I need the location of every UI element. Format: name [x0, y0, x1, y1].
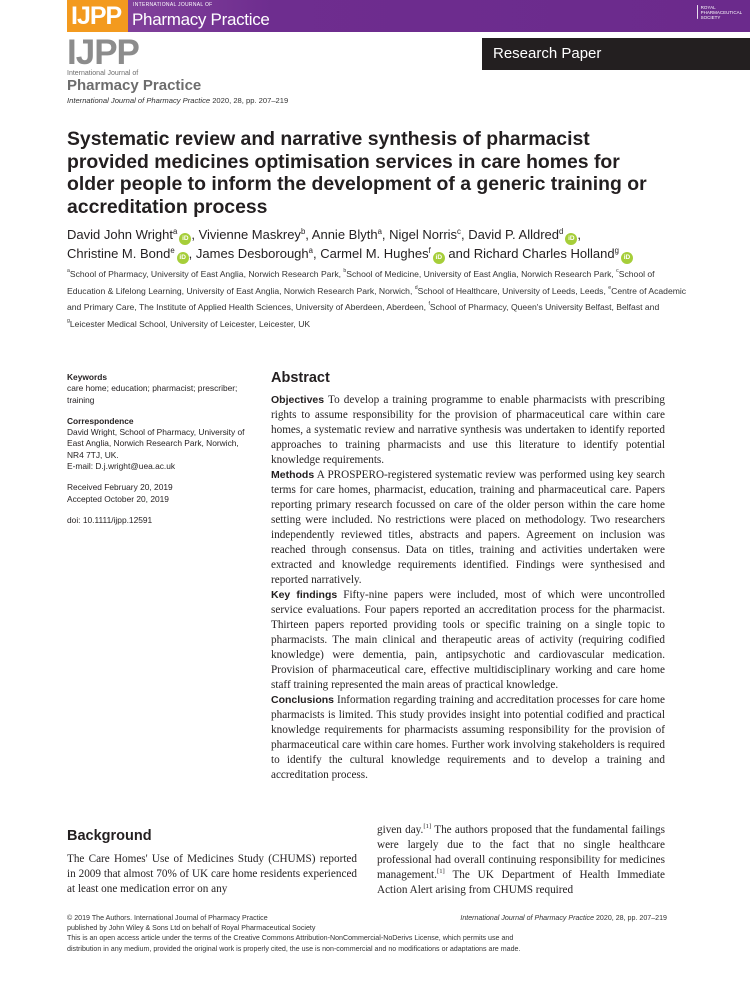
author: [320, 246, 473, 261]
affiliation-marker: e: [608, 284, 612, 291]
banner-logo-block: [67, 0, 128, 32]
email[interactable]: E-mail: D.j.wright@uea.ac.uk: [67, 461, 176, 472]
author: [389, 227, 468, 242]
author-name: Annie Blyth: [311, 227, 378, 242]
abstract-heading: Abstract: [271, 370, 330, 386]
abstract-section-text: Fifty-nine papers were included, most of which were uncontrolled service evaluations. Four papers reported an accreditation process for the pharmacist. Thirteen papers reported providing tools or specific training on a single topic to pharmacists. The main clinical and therapeutic areas of activity (requiring codified knowledge) were dementia, pain, antipsychotic and cardiovascular medication. Provision of pharmaceutical care, effective multidisciplinary working and care home staff training represented the main areas of practical knowledge.: [271, 589, 665, 691]
abstract-section: [271, 468, 665, 588]
section-label: Research Paper: [482, 38, 750, 70]
affiliation-marker: e: [170, 246, 175, 255]
abstract-section-text: To develop a training programme to enable pharmacists with prescribing rights to assume responsibility for the provision of pharmaceutical care within care homes, a systematic review and narrative synthesis was undertaken to identify reported approaches to training pharmacists and use this literature to identify potential knowledge requirements.: [271, 394, 665, 466]
abstract-section-text: Information regarding training and accreditation processes for care home pharmacists is limited. This study provides insight into potential codified and practical knowledge requirements for pharmacists assuming responsibility for the provision of pharmaceutical care within care homes. Further work involving stakeholders is required to identify the cultural knowledge requirements and to develop a training and accreditation process.: [271, 694, 665, 781]
accepted-date: Accepted October 20, 2019: [67, 493, 169, 504]
orcid-icon[interactable]: iD: [621, 252, 633, 264]
background-paragraph: The Care Homes' Use of Medicines Study (CHUMS) reported in 2009 that almost 70% of UK care home residents experienced at least one medication error on any: [67, 853, 357, 895]
background-left-column: [67, 828, 357, 897]
affiliation: School of Pharmacy, Queen's University Belfast, Belfast and: [429, 302, 660, 313]
affiliation-marker: f: [428, 301, 430, 308]
keywords: care home; education; pharmacist; prescriber; training: [67, 383, 238, 405]
banner-logo: IJPP: [71, 2, 122, 30]
author-name: Vivienne Maskrey: [198, 227, 301, 242]
orcid-icon[interactable]: iD: [177, 252, 189, 264]
separator: ,: [312, 246, 321, 261]
text: The authors proposed that the fundamental failings were largely due to the fact that no single healthcare professional had overall continuing responsibility for medicines management.: [377, 824, 666, 881]
author-list: [67, 226, 687, 264]
separator: and: [444, 246, 474, 261]
footer-journal: International Journal of Pharmacy Practice: [460, 914, 595, 922]
abstract-section: [271, 588, 665, 693]
separator: ,: [188, 246, 196, 261]
affiliation-marker: a: [67, 268, 70, 274]
abstract-section-label: Methods: [271, 469, 315, 481]
journal-banner: [67, 0, 750, 32]
affiliation: School of Pharmacy, University of East Anglia, Norwich Research Park,: [69, 269, 344, 279]
citation-journal: International Journal of Pharmacy Practice: [67, 96, 211, 105]
affiliation-marker: c: [457, 227, 461, 236]
license-line: distribution in any medium, provided the original work is properly cited, the use is non-commercial and no modifications or adaptations are made.: [67, 944, 521, 953]
affiliation: School of Education & Lifelong Learning, University of East Anglia, Norwich Research Park, Norwich,: [67, 269, 655, 296]
separator: ,: [381, 227, 390, 242]
affiliation: Centre of Academic and Primary Care, The Institute of Applied Health Sciences, University of Aberdeen, Aberdeen,: [67, 285, 687, 313]
reference-link[interactable]: [1]: [436, 868, 445, 875]
keywords-label: Keywords: [67, 372, 108, 382]
affiliation-marker: a: [308, 246, 313, 255]
background-heading: Background: [67, 828, 152, 844]
author-name: Richard Charles Holland: [473, 246, 615, 261]
affiliations: [67, 266, 687, 333]
author: [67, 246, 196, 261]
author-name: Nigel Norris: [389, 227, 458, 242]
banner-small-text: INTERNATIONAL JOURNAL OF: [133, 2, 213, 8]
author-name: Christine M. Bond: [67, 246, 171, 261]
affiliation-marker: g: [614, 246, 619, 255]
orcid-icon[interactable]: iD: [565, 233, 577, 245]
affiliation-marker: c: [616, 268, 619, 274]
abstract-section: [271, 693, 665, 783]
footer-citation: [460, 913, 667, 923]
journal-logo: IJPP: [67, 33, 139, 72]
separator: ,: [191, 227, 199, 242]
affiliation-marker: g: [67, 318, 70, 325]
correspondence: David Wright, School of Pharmacy, University of East Anglia, Norwich Research Park, Norwich, NR4 7TJ, UK.: [67, 427, 245, 460]
separator: ,: [305, 227, 312, 242]
background-right-column: [377, 823, 665, 898]
author: [468, 227, 581, 242]
citation: [67, 96, 288, 106]
affiliation-marker: a: [377, 227, 382, 236]
abstract-section-text: A PROSPERO-registered systematic review was performed using key search terms for care homes, pharmacist, education, training and pharmaceutical care. Papers reporting primary research focussed on care of the older person within the care home setting were included. No restrictions were placed on methodology. Two researchers independently reviewed titles, abstracts and papers. Agreement on inclusion was reached through consensus. Data on titles, training and activities undertaken were extracted and knowledge requirements identified. Findings were synthesised and reported narratively.: [271, 469, 665, 586]
text: The UK Department of Health Immediate Action Alert arising from CHUMS required: [377, 869, 665, 896]
affiliation: Leicester Medical School, University of Leicester, Leicester, UK: [69, 319, 311, 330]
citation-details: 2020, 28, pp. 207–219: [210, 96, 289, 105]
author-name: James Desborough: [195, 246, 309, 261]
author-name: Carmel M. Hughes: [320, 246, 429, 261]
publisher: published by John Wiley & Sons Ltd on behalf of Royal Pharmaceutical Society: [67, 924, 316, 933]
text: given day.: [377, 824, 424, 836]
license-line: This is an open access article under the terms of the Creative Commons Attribution-NonCommercial-NoDerivs License, which permits use and: [67, 934, 514, 943]
author-name: David P. Alldred: [468, 227, 560, 242]
page-footer: [67, 913, 667, 954]
affiliation: School of Medicine, University of East Anglia, Norwich Research Park,: [346, 269, 617, 279]
author: [67, 227, 199, 242]
journal-logo-subtitle: International Journal of: [67, 70, 139, 77]
author: [196, 246, 320, 261]
author: [199, 227, 312, 242]
banner-title: Pharmacy Practice: [132, 10, 270, 29]
correspondence-label: Correspondence: [67, 415, 134, 426]
abstract: [271, 370, 665, 783]
separator: ,: [577, 227, 581, 242]
journal-logo-name: Pharmacy Practice: [67, 77, 202, 94]
affiliation-marker: b: [343, 268, 347, 274]
footer-details: 2020, 28, pp. 207–219: [594, 914, 667, 922]
affiliation-marker: f: [428, 246, 431, 255]
abstract-section-label: Conclusions: [271, 694, 335, 706]
copyright: © 2019 The Authors. International Journal of Pharmacy Practice: [67, 914, 268, 922]
abstract-section-label: Key findings: [271, 589, 338, 601]
orcid-icon[interactable]: iD: [433, 252, 445, 264]
crest-icon: [697, 5, 698, 19]
separator: ,: [460, 227, 469, 242]
abstract-section-label: Objectives: [271, 394, 325, 406]
paper-title: Systematic review and narrative synthesis of pharmacist provided medicines optimisation services in care homes for older people to inform the development of a generic training or accreditation process: [67, 128, 647, 218]
affiliation-marker: b: [300, 227, 306, 236]
article-info-sidebar: [67, 372, 257, 526]
affiliation-marker: d: [559, 227, 564, 236]
society-logo: [697, 5, 742, 20]
received-date: Received February 20, 2019: [67, 482, 173, 493]
orcid-icon[interactable]: iD: [179, 233, 191, 245]
author: [474, 246, 633, 261]
reference-link[interactable]: [1]: [423, 823, 432, 830]
affiliation-marker: a: [172, 227, 178, 236]
doi[interactable]: doi: 10.1111/ijpp.12591: [67, 514, 153, 525]
society-name: ROYAL PHARMACEUTICAL SOCIETY: [700, 5, 742, 20]
affiliation: School of Healthcare, University of Leeds, Leeds,: [417, 285, 609, 296]
author: [312, 227, 389, 242]
author-name: David John Wright: [67, 227, 173, 242]
abstract-section: [271, 393, 665, 468]
background-paragraph-continued: [377, 823, 665, 898]
affiliation-marker: d: [414, 284, 418, 291]
